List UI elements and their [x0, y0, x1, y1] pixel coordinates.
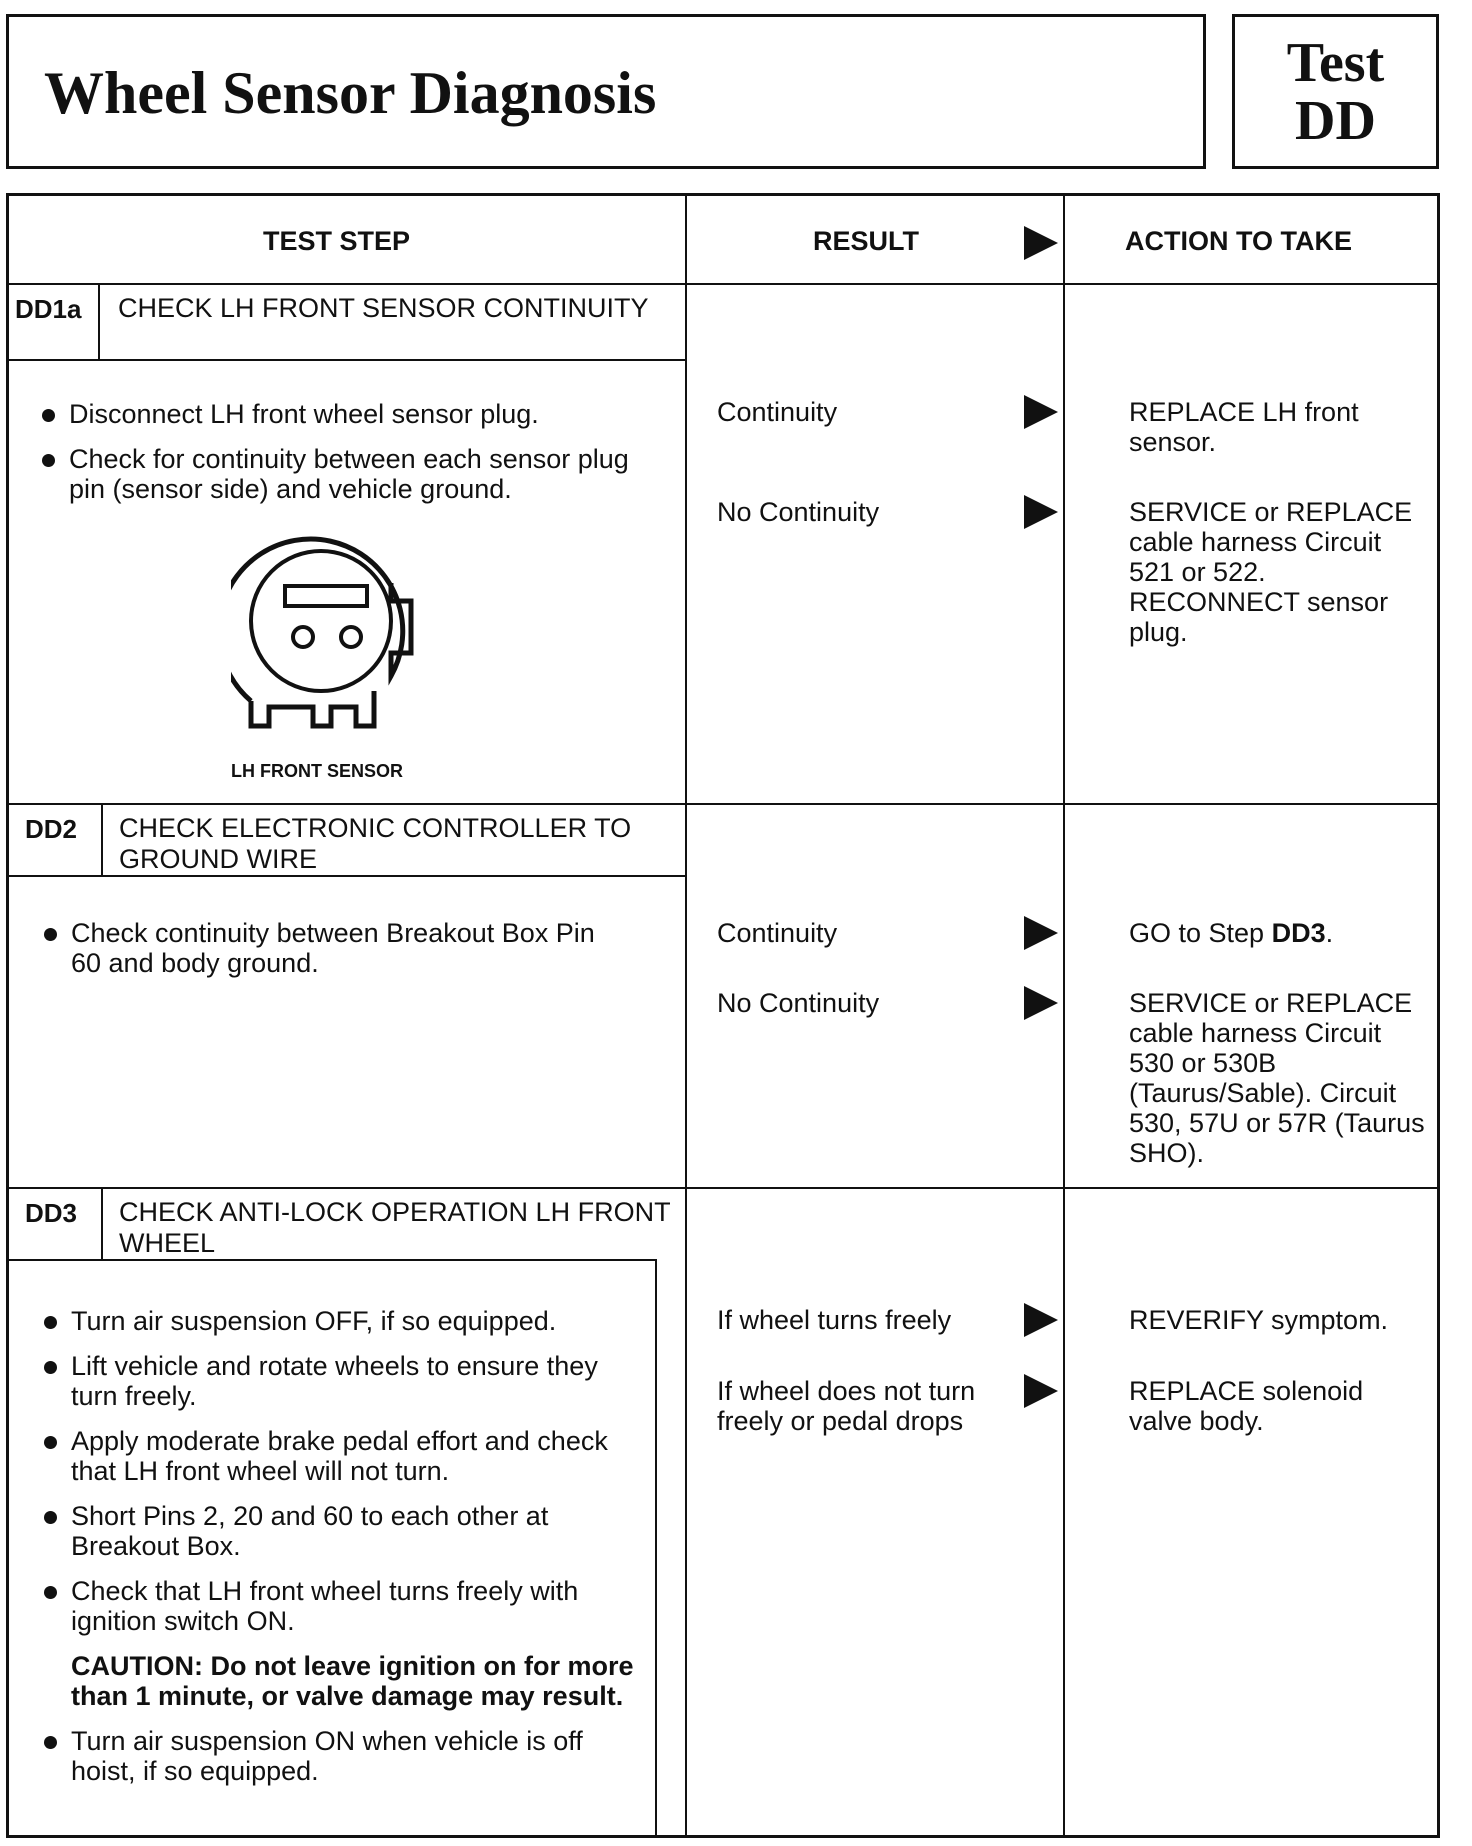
instruction-item: Check that LH front wheel turns freely with ignition switch ON. [41, 1576, 641, 1636]
test-id-box [1232, 14, 1439, 169]
step-id-divider [98, 283, 100, 359]
cell-divider [655, 1259, 657, 1835]
step-title: CHECK ELECTRONIC CONTROLLER TO GROUND WIRE [119, 813, 632, 874]
arrow-icon [1024, 226, 1058, 260]
arrow-icon [1024, 495, 1058, 529]
step-id: DD3 [25, 1198, 78, 1228]
sensor-connector-diagram [231, 531, 451, 741]
instruction-item: Check continuity between Breakout Box Pin 60 and body ground. [41, 918, 601, 978]
arrow-icon [1024, 1374, 1058, 1408]
test-code: DD [1295, 90, 1376, 152]
test-label: Test [1286, 32, 1385, 94]
step-id: DD2 [25, 814, 78, 844]
instruction-item: Lift vehicle and rotate wheels to ensure they turn freely. [41, 1351, 641, 1411]
diagnosis-table [6, 193, 1440, 1838]
step-title-divider [9, 875, 685, 877]
step-reference: DD3 [1271, 918, 1326, 948]
action-suffix: . [1325, 918, 1334, 948]
action-text: REPLACE solenoid valve body. [1129, 1376, 1364, 1436]
caution-note: CAUTION: Do not leave ignition on for more than 1 minute, or valve damage may result. [71, 1651, 634, 1711]
arrow-icon [1024, 1303, 1058, 1337]
step-instructions [39, 399, 659, 519]
action-text: REPLACE LH front sensor. [1129, 397, 1359, 457]
column-divider [1063, 196, 1065, 1835]
result-label: If wheel turns freely [717, 1305, 952, 1335]
instruction-item: Turn air suspension ON when vehicle is off hoist, if so equipped. [41, 1726, 641, 1786]
step-id-divider [101, 803, 103, 875]
step-instructions [41, 918, 601, 993]
header-divider [9, 283, 1437, 285]
header-test-step: TEST STEP [263, 226, 411, 256]
action-text [1129, 918, 1429, 948]
instruction-item: Check for continuity between each sensor plug pin (sensor side) and vehicle ground. [39, 444, 659, 504]
step-divider [9, 803, 1437, 805]
header-result: RESULT [813, 226, 919, 256]
result-label: No Continuity [717, 497, 880, 527]
result-label: No Continuity [717, 988, 880, 1018]
arrow-icon [1024, 395, 1058, 429]
arrow-icon [1024, 986, 1058, 1020]
page-title: Wheel Sensor Diagnosis [44, 60, 657, 126]
instruction-item: Disconnect LH front wheel sensor plug. [39, 399, 659, 429]
action-text: REVERIFY symptom. [1129, 1305, 1389, 1335]
instruction-item: Short Pins 2, 20 and 60 to each other at Breakout Box. [41, 1501, 641, 1561]
title-box [6, 14, 1206, 169]
arrow-icon [1024, 916, 1058, 950]
result-label: If wheel does not turn freely or pedal drops [717, 1376, 976, 1436]
instruction-item: Apply moderate brake pedal effort and check that LH front wheel will not turn. [41, 1426, 641, 1486]
action-prefix: GO to Step [1129, 918, 1272, 948]
result-label: Continuity [717, 397, 838, 427]
action-text: SERVICE or REPLACE cable harness Circuit 521 or 522. RECONNECT sensor plug. [1129, 497, 1413, 647]
figure-caption: LH FRONT SENSOR [231, 761, 404, 781]
step-title: CHECK LH FRONT SENSOR CONTINUITY [118, 293, 649, 323]
step-title-divider [9, 359, 685, 361]
step-instructions [41, 1306, 641, 1801]
action-text: SERVICE or REPLACE cable harness Circuit 530 or 530B (Taurus/Sable). Circuit 530, 57U or 57R (Taurus SHO). [1129, 988, 1425, 1168]
instruction-item: Turn air suspension OFF, if so equipped. [41, 1306, 641, 1336]
column-divider [685, 196, 687, 1835]
step-title-divider [9, 1259, 655, 1261]
step-title: CHECK ANTI-LOCK OPERATION LH FRONT WHEEL [119, 1197, 671, 1258]
step-id-divider [101, 1187, 103, 1259]
result-label: Continuity [717, 918, 838, 948]
step-divider [9, 1187, 1437, 1189]
step-id: DD1a [15, 294, 82, 324]
header-action: ACTION TO TAKE [1125, 226, 1352, 256]
